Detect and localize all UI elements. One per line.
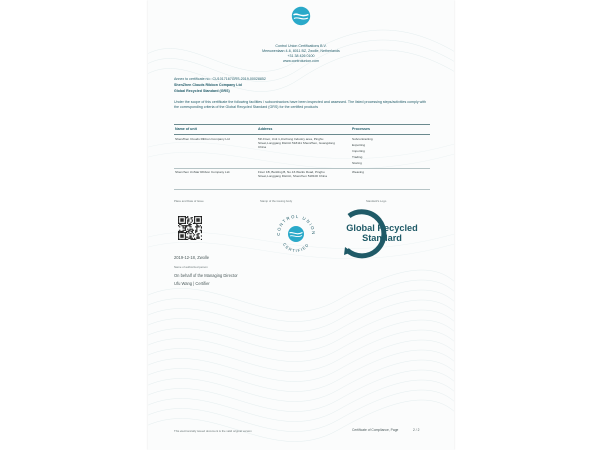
annex-certificate-ref: Annex to certificate no.: CU1017167GRS-2019-00028852 [174,77,266,81]
grs-logo-line1: Global Recycled [346,223,418,233]
qr-code-icon [178,216,202,240]
issuer-address: Meeuwenlaan 4-6, 8011 BZ, Zwolle, Netherlands [262,49,340,53]
table-row-2-address: Floor 1B, Building B, No.16 Wanfu Road, Pinghu Street,Longgang District, Shenzhen 518100 China [258,170,327,178]
control-union-logo-icon [291,6,311,26]
annex-standard: Global Recycled Standard (GRS) [174,89,230,93]
control-union-certified-seal-icon [272,210,320,258]
seal-top-text: CONTROL UNION [275,213,317,236]
process-item: Weaving [352,170,364,174]
grs-logo-line2: Standard [362,233,402,243]
on-behalf-text: On behalf of the Managing Director [174,273,238,278]
footer-note: This electronically issued document is the valid original version [174,429,252,433]
place-date-label: Place and Date of Issue [174,199,204,203]
footer-page-label: Certificate of Compliance, Page [352,428,399,432]
table-row-2-processes [352,171,422,175]
process-item: Subcontracting [352,137,373,141]
issuer-phone: +31 38 426 0100 [287,54,315,58]
table-header-processes: Processes [352,127,370,131]
table-row-1-address: 5th Floor, Unit 1,Jinchong Industry area, Pinghu Street,Longgang District 518111 ShenZhen, Guangdong China [258,137,335,149]
table-row-1-processes [352,138,422,166]
table-header-rule [174,134,430,135]
certificate-page [148,0,454,450]
svg-text:CERTIFIED [282,242,310,253]
authorized-person-label: Name of authorized person [174,265,208,269]
seal-bottom-text: CERTIFIED [281,241,311,254]
annex-company: ShenZhen Clouds Ribbon Company Ltd [174,83,242,87]
table-bottom-rule [174,189,430,190]
process-item: Exporting [352,142,366,147]
table-row-2-name: Shenzhen UnStar Ribbon Company Ltd. [175,170,231,174]
global-recycled-standard-logo-icon [335,206,427,260]
footer-page-number: 2 / 2 [413,428,420,432]
issue-date-place: 2019-12-18, Zwolle [174,255,210,260]
standard-logo-label: Standard's Logo [366,199,387,203]
signer-text: Ufu Wang | Certifier [174,281,210,286]
table-row-1-name: ShenZhen Clouds Ribbon Company Ltd [175,137,230,141]
process-item: Importing [352,148,365,153]
table-top-rule [174,124,430,125]
table-row-rule [174,168,430,169]
issuer-website: www.controlunion.com [283,59,319,63]
issuer-name: Control Union Certifications B.V. [275,44,327,48]
stamp-label: Stamp of the issuing body [260,199,293,203]
intro-text: Under the scope of this certificate the following facilities / subcontractors have been inspected and assessed. The listed processing steps/activities comply with the corresponding criteria of the Global Recycled Standard (GRS) for the certified products [174,100,427,109]
table-header-address: Address [258,127,273,131]
process-item: Storing [352,160,362,165]
table-header-name: Name of unit [175,127,197,131]
process-item: Trading [352,154,363,159]
